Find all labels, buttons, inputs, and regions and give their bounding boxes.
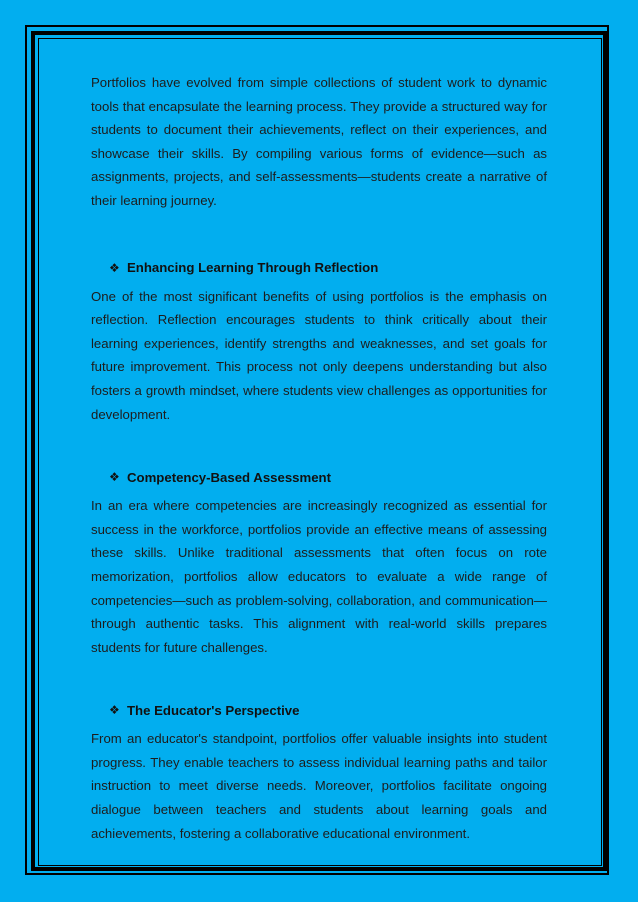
- diamond-star-icon: ❖: [109, 470, 120, 485]
- section-competency: [91, 464, 547, 659]
- section-heading-text: Competency-Based Assessment: [127, 469, 331, 485]
- intro-paragraph: Portfolios have evolved from simple collections of student work to dynamic tools that encapsulate the learning process. They provide a structured way for students to document their achievements, reflect on their experiences, and showcase their skills. By compiling various forms of evidence—such as assignments, projects, and self-assessments—students create a narrative of their learning journey.: [91, 75, 547, 208]
- section-heading: [109, 697, 547, 723]
- section-heading-text: The Educator's Perspective: [127, 702, 300, 718]
- section-paragraph: One of the most significant benefits of using portfolios is the emphasis on reflection. Reflection encourages students to think critically about their learning experiences, identify strengths and weaknesses, and set goals for future improvement. This process not only deepens understanding but also fosters a growth mindset, where students view challenges as opportunities for development.: [91, 288, 547, 422]
- section-paragraph: In an era where competencies are increasingly recognized as essential for success in the workforce, portfolios provide an effective means of assessing these skills. Unlike traditional assessments that often focus on rote memorization, portfolios allow educators to evaluate a wide range of competencies—such as problem-solving, collaboration, and communication—through authentic tasks. This alignment with real-world skills prepares students for future challenges.: [91, 498, 547, 655]
- section-heading: [109, 464, 547, 490]
- section-paragraph: From an educator's standpoint, portfolios offer valuable insights into student progress. They enable teachers to assess individual learning paths and tailor instruction to meet diverse needs. Moreover, portfolios facilitate ongoing dialogue between teachers and students about learning goals and achievements, fostering a collaborative educational environment.: [91, 731, 547, 841]
- section-heading: [109, 255, 547, 281]
- diamond-star-icon: ❖: [109, 703, 120, 718]
- document-body: [91, 71, 547, 883]
- section-heading-text: Enhancing Learning Through Reflection: [127, 260, 379, 276]
- section-educator: [91, 697, 547, 845]
- diamond-star-icon: ❖: [109, 260, 120, 275]
- section-reflection: [91, 255, 547, 427]
